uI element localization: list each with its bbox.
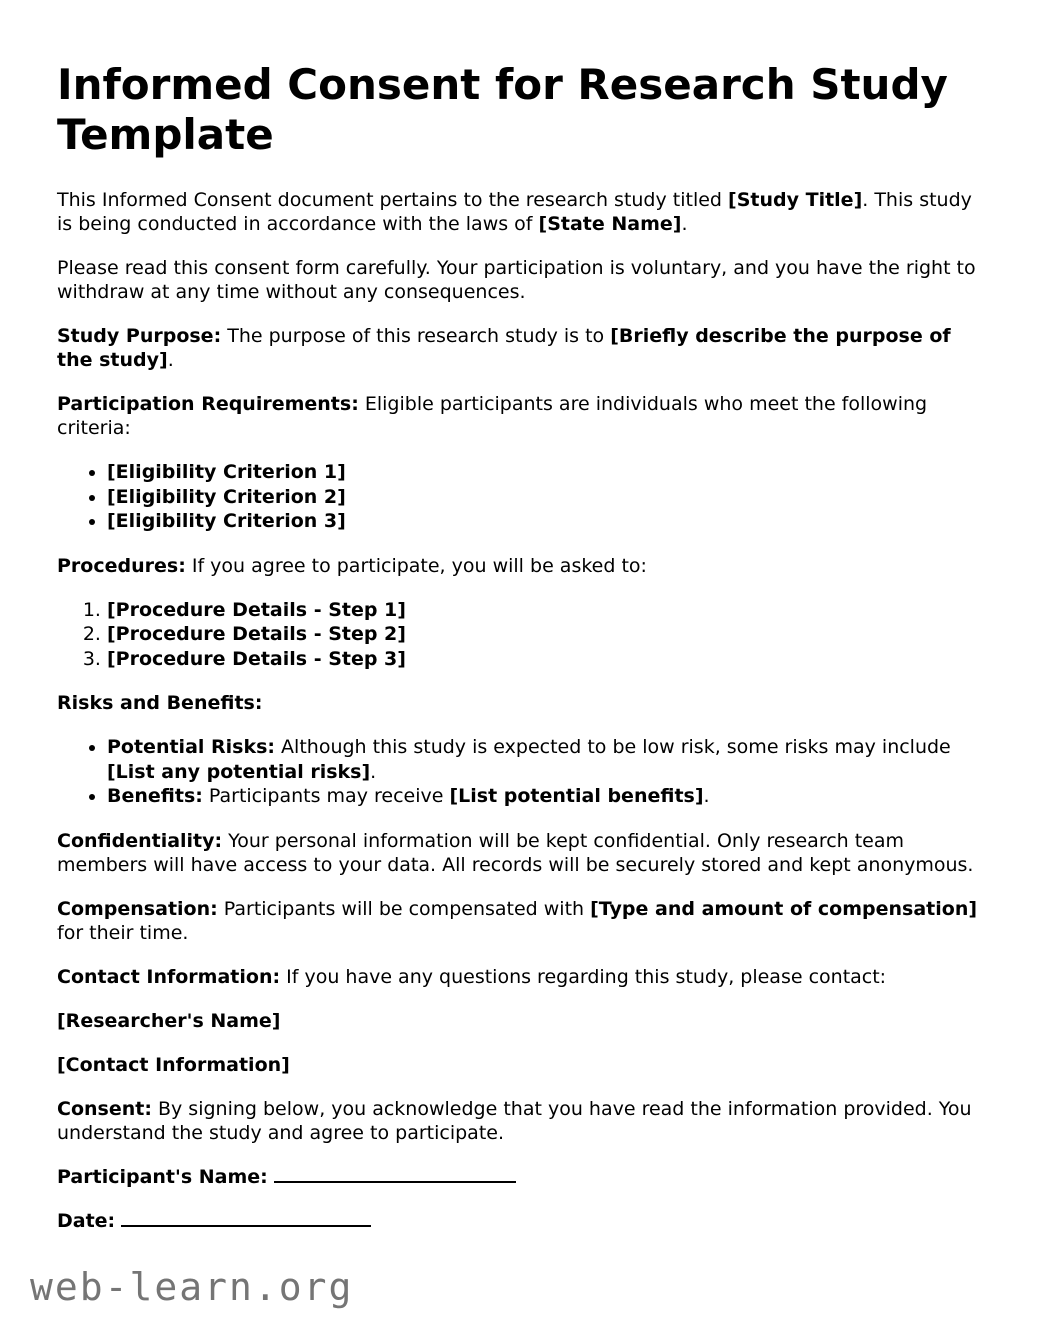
- procedure-step: [Procedure Details - Step 3]: [107, 647, 406, 670]
- eligibility-list: [57, 460, 980, 534]
- consent-text: By signing below, you acknowledge that you have read the information provided. You understand the study and agree to participate.: [57, 1097, 972, 1144]
- procedures-text: If you agree to participate, you will be asked to:: [185, 554, 647, 577]
- list-item: [107, 622, 980, 647]
- participant-name-line: [57, 1165, 980, 1189]
- study-purpose-text: The purpose of this research study is to: [221, 325, 611, 347]
- procedures-paragraph: [57, 554, 980, 578]
- study-title-placeholder: [Study Title]: [728, 189, 863, 211]
- risks-benefits-heading: [57, 691, 980, 715]
- risks-benefits-list: [57, 735, 980, 809]
- confidentiality-paragraph: [57, 829, 980, 877]
- list-item: [107, 460, 980, 485]
- potential-risks-placeholder: [List any potential risks]: [107, 760, 371, 783]
- confidentiality-text: Your personal information will be kept confidential. Only research team members will have access to your data. All records will be securely stored and kept anonymous.: [57, 829, 974, 876]
- compensation-label: Compensation:: [57, 897, 218, 920]
- potential-risks-end: .: [370, 760, 377, 783]
- watermark: web-learn.org: [30, 1265, 354, 1309]
- study-purpose-end: .: [167, 349, 174, 371]
- study-purpose-paragraph: [57, 324, 980, 372]
- participation-text: Eligible participants are individuals who meet the following criteria:: [57, 393, 928, 439]
- contact-text: If you have any questions regarding this study, please contact:: [280, 965, 887, 988]
- consent-label: Consent:: [57, 1097, 152, 1120]
- list-item: [107, 509, 980, 534]
- confidentiality-label: Confidentiality:: [57, 829, 223, 852]
- consent-paragraph: [57, 1097, 980, 1145]
- benefits-end: .: [703, 785, 710, 807]
- list-item: [107, 598, 980, 623]
- procedure-step: [Procedure Details - Step 2]: [107, 623, 406, 645]
- researcher-name-paragraph: [57, 1009, 980, 1033]
- potential-risks-label: Potential Risks:: [107, 736, 276, 758]
- contact-paragraph: [57, 965, 980, 989]
- risks-benefits-label: Risks and Benefits:: [57, 692, 263, 714]
- contact-label: Contact Information:: [57, 965, 281, 988]
- intro-text: . This study is being conducted in accordance with the laws of: [57, 189, 972, 235]
- participant-name-blank: [274, 1166, 516, 1183]
- date-label: Date:: [57, 1209, 116, 1232]
- participant-name-label: Participant's Name:: [57, 1165, 268, 1188]
- date-line: [57, 1209, 980, 1233]
- intro-paragraph-2: Please read this consent form carefully. Your participation is voluntary, and you have the right to withdraw at any time without any consequences.: [57, 257, 976, 303]
- study-purpose-placeholder: [Briefly describe the purpose of the study]: [57, 325, 951, 371]
- intro-paragraph-1: [57, 188, 980, 236]
- document-title: Informed Consent for Research Study Template: [57, 60, 948, 159]
- procedure-step: [Procedure Details - Step 1]: [107, 598, 406, 621]
- participation-paragraph: [57, 392, 980, 440]
- list-item: [107, 784, 980, 809]
- eligibility-criterion: [Eligibility Criterion 2]: [107, 485, 346, 508]
- date-blank: [121, 1210, 371, 1227]
- benefits-text: Participants may receive: [202, 785, 450, 807]
- compensation-placeholder: [Type and amount of compensation]: [590, 897, 978, 920]
- benefits-placeholder: [List potential benefits]: [449, 785, 704, 807]
- contact-info-paragraph: [57, 1053, 980, 1077]
- researcher-name-placeholder: [Researcher's Name]: [57, 1009, 281, 1032]
- list-item: [107, 485, 980, 510]
- list-item: [107, 735, 980, 784]
- list-item: [107, 647, 980, 672]
- compensation-text: Participants will be compensated with: [217, 897, 591, 920]
- compensation-end: for their time.: [57, 921, 189, 944]
- eligibility-criterion: [Eligibility Criterion 3]: [107, 510, 346, 532]
- compensation-paragraph: [57, 897, 980, 945]
- potential-risks-text: Although this study is expected to be low risk, some risks may include: [275, 736, 951, 758]
- procedures-label: Procedures:: [57, 554, 186, 577]
- contact-info-placeholder: [Contact Information]: [57, 1053, 290, 1076]
- intro-text: This Informed Consent document pertains to the research study titled: [57, 189, 729, 211]
- procedure-steps-list: [57, 598, 980, 672]
- participation-label: Participation Requirements:: [57, 393, 359, 415]
- state-name-placeholder: [State Name]: [538, 213, 682, 235]
- intro-text: .: [681, 213, 688, 235]
- study-purpose-label: Study Purpose:: [57, 325, 222, 347]
- eligibility-criterion: [Eligibility Criterion 1]: [107, 461, 346, 483]
- benefits-label: Benefits:: [107, 785, 203, 807]
